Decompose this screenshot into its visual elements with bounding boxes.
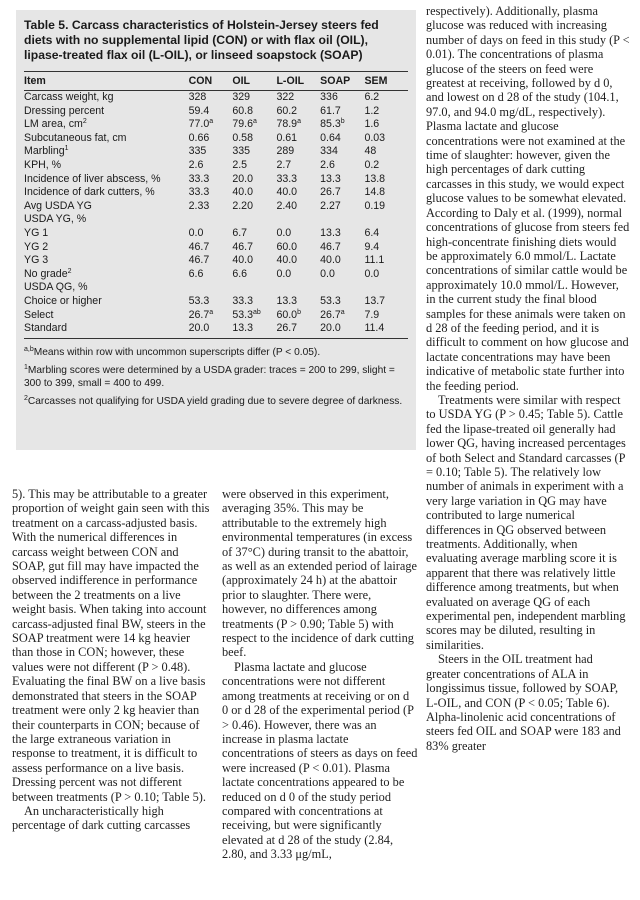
row-label: Incidence of dark cutters, % [24,186,155,199]
table-cell [320,281,364,295]
table-cell: 46.7 [232,240,253,253]
table-cell: 13.8 [364,172,386,185]
table-row [24,200,408,214]
table-cell: 2.40 [276,199,298,212]
table-cell [276,281,320,295]
row-label: Subcutaneous fat, cm [24,131,127,144]
header-item: Item [24,72,189,91]
paragraph: 5). This may be attributable to a greater proportion of weight gain seen with this treatment on a carcass-adjusted basis. With the numerical differences in carcass weight between CON and SOAP, gut fill may have impacted the observed indifference in performance between the 2 treatments on a live weight basis. When taking into account carcass-adjusted final BW, steers in the SOAP treatment were 14 kg heavier than those in CON; however, these values were not different (P > 0.48). Evaluating the final BW on a live basis demonstrated that steers in the SOAP treatment were only 2 kg heavier than their counterparts in CON; because of the large extraneous variation in response to treatment, it is difficult to assess performance on a live basis. Dressing percent was not different between treatments (P > 0.10; Table 5). [12,487,210,804]
right-text-column [426,4,630,753]
table-row [24,91,408,105]
table-cell [189,213,233,227]
table-cell: 33.3 [232,294,253,307]
table-cell: 334 [320,145,338,158]
table-cell: 60.0 [276,240,298,253]
row-label: Marbling$^1$ [24,145,69,158]
row-label: No grade$^2$ [24,267,72,280]
table-cell: 13.3 [320,172,341,185]
row-label: Incidence of liver abscess, % [24,172,161,185]
header-l-oil: L-OIL [276,72,320,91]
table-cell: 0.2 [364,158,380,171]
table-cell: 85.3$^b$ [320,118,345,131]
table-cell: 26.7$^a$ [320,308,345,321]
table-cell: 322 [276,91,295,103]
table-row [24,159,408,173]
table-cell: 61.7 [320,104,341,117]
table-row [24,105,408,119]
table-cell: 26.7 [276,322,320,338]
header-oil: OIL [232,72,276,91]
table-cell: 46.7 [188,254,210,267]
table-cell [232,213,276,227]
table-cell: 335 [188,145,207,158]
table-row [24,213,408,227]
table-box [16,10,416,450]
table-cell: 46.7 [188,240,210,253]
table-cell: 335 [232,145,251,158]
table-row [24,132,408,146]
footnote: $^1$Marbling scores were determined by a USDA grader: traces = 200 to 299, slight = 300 to 399, small = 400 to 499. [24,364,395,389]
table-cell: 40.0 [276,254,298,267]
table-cell: 26.7 [320,186,341,199]
table-cell: 2.6 [320,158,335,171]
table-cell: 2.5 [232,158,248,171]
table-cell: 60.8 [232,104,253,117]
table-row [24,254,408,268]
table-cell: 6.2 [364,91,380,103]
row-label: Dressing percent [24,104,105,117]
table-cell: 0.58 [232,131,253,144]
header-con: CON [189,72,233,91]
row-label: YG 1 [24,226,49,239]
table-body [24,91,408,339]
paragraph: Treatments were similar with respect to USDA YG (P > 0.45; Table 5). Cattle fed the lipase-treated oil generally had lower QG, having increased percentages of both Select and Standard carcasses (P = 0.10; Table 5). The relatively low number of animals in experiment with a very large variation in QG may have contributed to large numerical differences in QG observed between treatments. Additionally, when evaluating average marbling score it is apparent that there was relatively little difference among treatments, but when evaluated on average QG of each experimental pen, independent marbling scores may be diluted, resulting in similarities. [426,392,626,652]
table-cell: 0.19 [364,199,386,212]
footnote: $^2$Carcasses not qualifying for USDA yield grading due to severe degree of darkness. [24,395,403,408]
table-cell: 2.6 [188,158,204,171]
table-row [24,295,408,309]
table-cell: 13.3 [276,294,298,307]
table-cell: 6.6 [188,267,204,280]
table-row [24,145,408,159]
table-cell: 0.66 [188,131,210,144]
row-label: Standard [24,322,189,338]
table-cell [276,213,320,227]
table-cell: 0.61 [276,131,298,144]
header-sem: SEM [364,72,408,91]
table-header-row [24,72,408,91]
table-cell: 33.3 [188,186,210,199]
table-cell: 59.4 [188,104,210,117]
table-cell: 20.0 [232,172,253,185]
paragraph: were observed in this experiment, averaging 35%. This may be attributable to the extremely high environmental temperatures (in excess of 37°C) during transit to the abattoir, as well as an extended period of lairage (approximately 24 h) at the abattoir prior to slaughter. There were, however, no differences among treatments (P > 0.90; Table 5) with respect to the incidence of dark cutting beef. [222,487,418,660]
table-cell: 33.3 [188,172,210,185]
table-cell: 0.64 [320,131,341,144]
table-cell: 0.03 [364,131,386,144]
table-cell: 6.4 [364,226,380,239]
row-label: Carcass weight, kg [24,91,114,103]
table-cell: 78.9$^a$ [276,118,301,131]
table-cell: 0.0 [276,226,292,239]
table-row [24,281,408,295]
table-cell: 2.20 [232,199,253,212]
table-cell: 328 [188,91,207,103]
table-cell: 40.0 [276,186,298,199]
table-row [24,241,408,255]
table-cell: 7.9 [364,308,380,321]
table-cell: 60.0$^b$ [276,308,301,321]
middle-text-column [222,487,418,862]
table-cell [364,213,408,227]
row-label: Choice or higher [24,294,102,307]
table-footnotes [24,347,408,409]
row-label: LM area, $cm^2$ [24,118,87,131]
table-cell: 79.6$^a$ [232,118,257,131]
table-cell: 0.0 [188,226,204,239]
row-label: USDA QG, % [24,281,88,294]
table-cell: 2.27 [320,199,341,212]
header-soap: SOAP [320,72,364,91]
table-cell: 20.0 [189,322,233,338]
left-text-column [12,487,212,833]
table-cell: 6.6 [232,267,248,280]
table-cell: 0.0 [320,267,335,280]
table-cell: 40.0 [232,186,253,199]
table-cell: 6.7 [232,226,248,239]
table-title: Table 5. Carcass characteristics of Holstein-Jersey steers fed diets with no supplemental lipid (CON) or with flax oil (OIL), lipase-treated flax oil (L-OIL), or linseed soapstock (SOAP) [24,18,379,62]
table-cell: 13.3 [320,226,341,239]
table-cell: 289 [276,145,295,158]
table-cell: 13.3 [232,322,276,338]
table-cell: 1.2 [364,104,380,117]
row-label: YG 2 [24,240,49,253]
table-row [24,268,408,282]
table-cell [364,281,408,295]
table-cell: 0.0 [364,267,380,280]
table-cell: 20.0 [320,322,364,338]
row-label: Select [24,308,54,321]
table-cell: 77.0$^a$ [188,118,214,131]
table-cell: 1.6 [364,118,380,131]
table-cell: 40.0 [320,254,341,267]
table-cell: 53.3$^{ab}$ [232,308,261,321]
table-row [24,309,408,323]
table-cell [232,281,276,295]
row-label: YG 3 [24,254,49,267]
footnote: $^{a,b}$Means within row with uncommon superscripts differ (P < 0.05). [24,345,321,358]
carcass-table [24,71,408,339]
table-cell: 336 [320,91,338,103]
table-cell: 40.0 [232,254,253,267]
table-cell: 46.7 [320,240,341,253]
table-cell: 33.3 [276,172,298,185]
paragraph: An uncharacteristically high percentage of dark cutting carcasses [12,803,191,833]
table-cell [189,281,233,295]
table-cell: 11.1 [364,254,385,267]
table-cell: 329 [232,91,251,103]
table-row [24,322,408,338]
table-cell: 9.4 [364,240,380,253]
table-cell: 60.2 [276,104,298,117]
table-cell: 53.3 [188,294,210,307]
row-label: KPH, % [24,158,62,171]
table-row [24,173,408,187]
table-cell [320,213,364,227]
paragraph: respectively). Additionally, plasma glucose was reduced with increasing number of days on feed in this study (P < 0.01). The concentrations of plasma glucose of the steers on feed were greatest at receiving, followed by d 0, and lowest on d 28 of the study (104.1, 97.0, and 94.0 mg/dL, respectively). Plasma lactate and glucose concentrations were not examined at the time of slaughter: however, given the high percentages of dark cutting carcasses in this study, we would expect glucose values to be somewhat elevated. According to Daly et al. (1999), normal concentrations of glucose from steers fed high-concentrate finishing diets would be approximately 6.0 mmol/L. Lactate concentrations of similar cattle would be approximately 10.0 mmol/L. However, in the current study the final blood samples for these animals were taken on d 28 of the feeding period, and it is difficult to comment on how glucose and lactate concentrations may have been indicative of metabolic state further into the feeding period. [426,4,630,393]
table-cell: 0.0 [276,267,292,280]
paragraph: Plasma lactate and glucose concentrations were not different among treatments at receiving or on d 0 or d 28 of the experimental period (P > 0.46). However, there was an increase in plasma lactate concentrations of steers as days on feed were increased (P < 0.01). Plasma lactate concentrations appeared to be reduced on d 0 of the study period compared with concentrations at receiving, but were significantly elevated at d 28 of the study (2.84, 2.80, and 3.33 μg/mL, [222,659,418,862]
table-cell: 2.7 [276,158,292,171]
table-cell: 26.7$^a$ [188,308,214,321]
table-cell: 53.3 [320,294,341,307]
table-cell: 11.4 [364,322,408,338]
table-cell: 48 [364,145,377,158]
row-label: Avg USDA YG [24,199,92,212]
table-cell: 14.8 [364,186,386,199]
table-cell: 13.7 [364,294,386,307]
table-row [24,118,408,132]
paragraph: Steers in the OIL treatment had greater concentrations of ALA in longissimus tissue, followed by SOAP, L-OIL, and CON (P < 0.05; Table 6). Alpha-linolenic acid concentrations of steers fed OIL and SOAP were 183 and 83% greater [426,652,621,753]
table-row [24,227,408,241]
table-cell: 2.33 [188,199,210,212]
table-row [24,186,408,200]
row-label: USDA YG, % [24,213,87,226]
